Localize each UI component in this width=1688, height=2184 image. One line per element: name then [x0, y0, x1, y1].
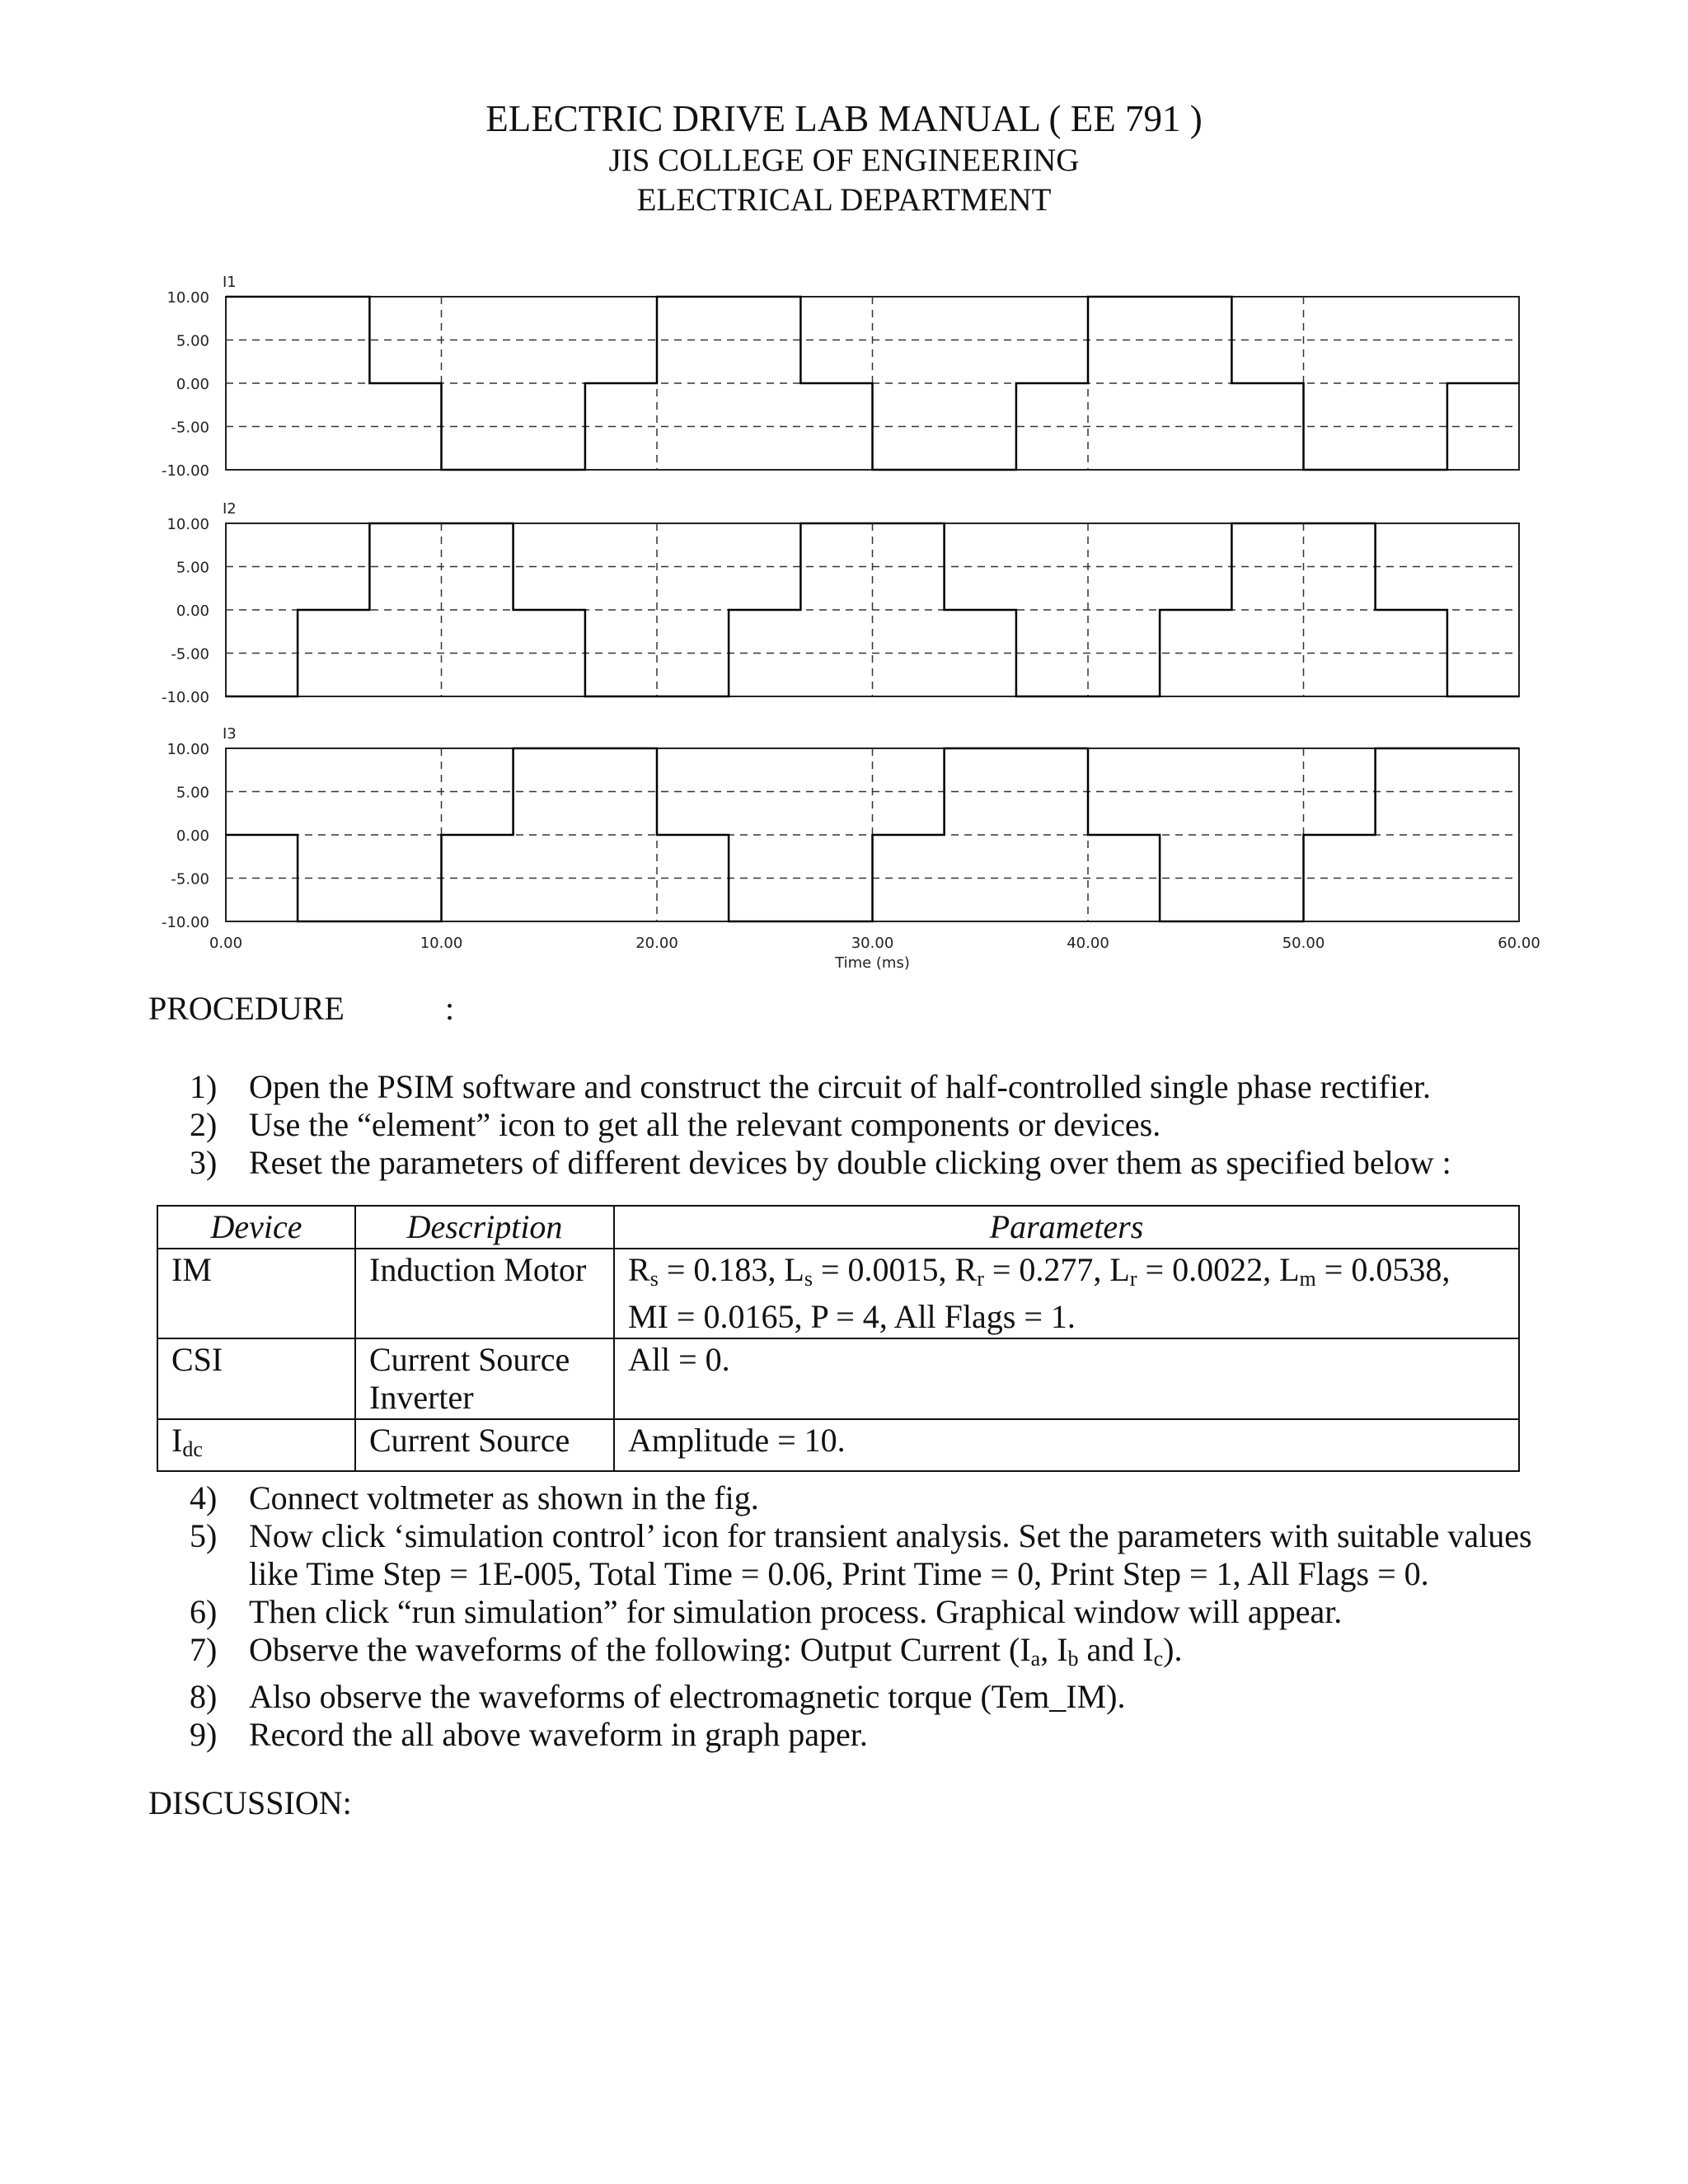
procedure-step: 9) Record the all above waveform in graph paper. — [190, 1716, 868, 1753]
manual-title: ELECTRIC DRIVE LAB MANUAL ( EE 791 ) — [485, 98, 1203, 139]
series-label: I2 — [223, 500, 237, 518]
description-cell: Current Source Inverter — [355, 1338, 614, 1419]
series-label: I1 — [223, 274, 237, 291]
y-tick-label: -10.00 — [161, 462, 209, 480]
parameters-cell: $R_s = 0.183$, $L_s = 0.0015$, $R_r = 0.277$, $L_r = 0.0022$, $L_m = 0.0538$, MI = 0.0165, P = 4, All Flags = 1. — [614, 1249, 1519, 1338]
x-tick-label: 40.00 — [1067, 935, 1109, 952]
y-tick-label: 0.00 — [176, 376, 209, 393]
procedure-step: 6) Then click “run simulation” for simulation process. Graphical window will appear. — [190, 1593, 1343, 1630]
y-tick-label: -10.00 — [161, 689, 209, 706]
table-header-description: Description — [355, 1206, 614, 1249]
description-cell: Current Source — [355, 1419, 614, 1471]
parameters-cell: Amplitude = 10. — [614, 1419, 1519, 1471]
parameters-cell: All = 0. — [614, 1338, 1519, 1419]
waveform-i3 — [226, 748, 1519, 921]
procedure-step: 1) Open the PSIM software and construct the circuit of half-controlled single phase rectifier. — [190, 1068, 1431, 1105]
y-tick-label: -10.00 — [161, 914, 209, 931]
x-axis-label: Time (ms) — [835, 954, 910, 972]
procedure-step: 4) Connect voltmeter as shown in the fig. — [190, 1479, 759, 1516]
department-name: ELECTRICAL DEPARTMENT — [636, 182, 1052, 218]
table-header-parameters: Parameters — [614, 1206, 1519, 1249]
x-tick-label: 0.00 — [209, 935, 243, 952]
table-row — [157, 1249, 1519, 1338]
table-row — [157, 1338, 1519, 1419]
description-cell: Induction Motor — [355, 1249, 614, 1338]
device-parameter-table — [157, 1205, 1520, 1472]
y-tick-label: 5.00 — [176, 784, 209, 802]
procedure-heading: PROCEDURE : — [148, 990, 455, 1027]
y-tick-label: 0.00 — [176, 602, 209, 620]
y-tick-label: -5.00 — [171, 870, 209, 888]
device-cell: CSI — [157, 1338, 355, 1419]
device-cell: IM — [157, 1249, 355, 1338]
table-header-row — [157, 1206, 1519, 1249]
y-tick-label: 10.00 — [166, 516, 209, 533]
y-tick-label: 5.00 — [176, 332, 209, 350]
table-header-device: Device — [157, 1206, 355, 1249]
series-label: I3 — [223, 725, 237, 743]
procedure-step: 2) Use the “element” icon to get all the relevant components or devices. — [190, 1106, 1161, 1143]
discussion-heading: DISCUSSION: — [148, 1784, 352, 1821]
x-tick-label: 20.00 — [635, 935, 678, 952]
y-tick-label: 0.00 — [176, 827, 209, 845]
y-tick-label: 10.00 — [166, 289, 209, 307]
table-row — [157, 1419, 1519, 1471]
x-tick-label: 60.00 — [1498, 935, 1540, 952]
x-tick-label: 30.00 — [851, 935, 894, 952]
procedure-step: 8) Also observe the waveforms of electromagnetic torque (Tem_IM). — [190, 1678, 1126, 1715]
device-cell: $I_{dc}$ — [157, 1419, 355, 1471]
procedure-step: 7) Observe the waveforms of the following: Output Current ($I_a$, $I_b$ and $I_c$). — [190, 1631, 1183, 1671]
current-waveform-charts — [0, 255, 1688, 997]
x-tick-label: 10.00 — [420, 935, 463, 952]
procedure-steps-1-3 — [190, 1068, 1451, 1182]
procedure-step: 5) Now click ‘simulation control’ icon for transient analysis. Set the parameters with suitable values like Time Step = 1E-005, Total Time = 0.06, Print Time = 0, Print Step = 1, All Flags = 0. — [190, 1517, 1532, 1592]
y-tick-label: -5.00 — [171, 419, 209, 437]
college-name: JIS COLLEGE OF ENGINEERING — [608, 143, 1080, 178]
procedure-steps-4-9 — [190, 1479, 1558, 1754]
procedure-step: 3) Reset the parameters of different devices by double clicking over them as specified below : — [190, 1144, 1451, 1181]
x-tick-label: 50.00 — [1282, 935, 1325, 952]
y-tick-label: -5.00 — [171, 645, 209, 663]
y-tick-label: 10.00 — [166, 741, 209, 758]
y-tick-label: 5.00 — [176, 559, 209, 577]
